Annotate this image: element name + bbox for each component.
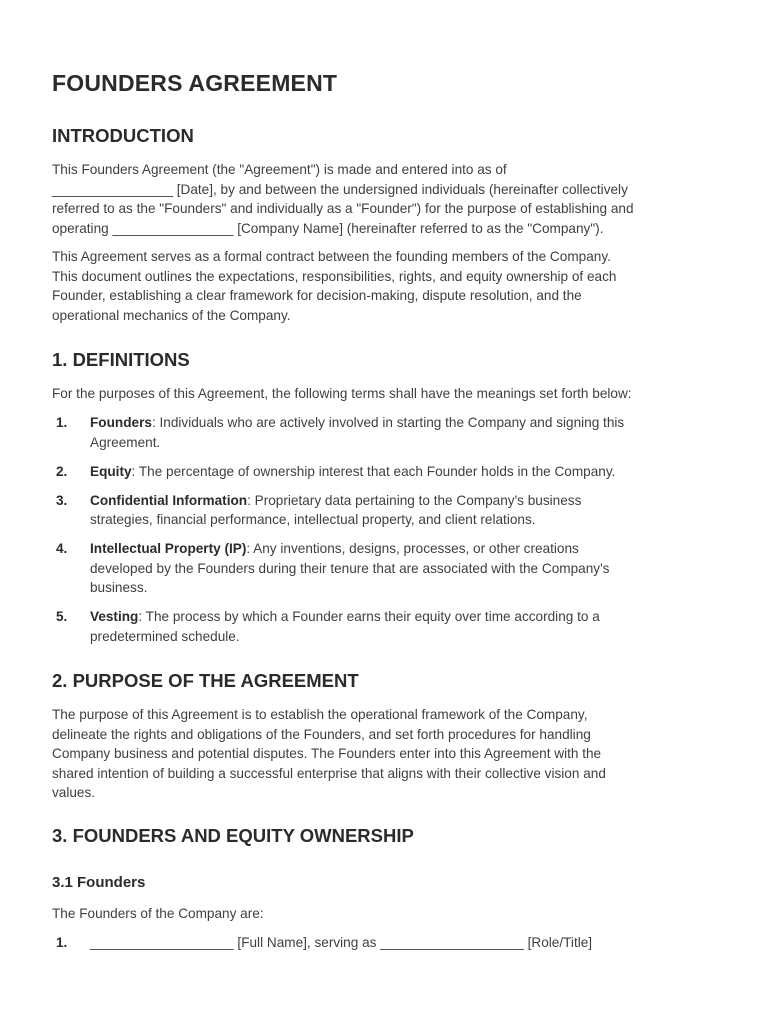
definition-text: Agreement.	[90, 434, 161, 450]
text-line: Founder, establishing a clear framework for decision-making, dispute resolution, and the	[52, 288, 582, 304]
definition-term: Vesting	[90, 609, 139, 625]
founder-entry-text: ___________________ [Full Name], serving as ___________________ [Role/Title]	[90, 935, 593, 950]
definition-text: business.	[90, 580, 148, 596]
list-number: 5.	[56, 609, 68, 625]
text-line: delineate the rights and obligations of the Founders, and set forth procedures for handling	[52, 726, 591, 742]
definitions-heading: 1. DEFINITIONS	[52, 349, 190, 370]
list-number: 3.	[56, 492, 68, 508]
equity-heading: 3. FOUNDERS AND EQUITY OWNERSHIP	[52, 825, 414, 846]
list-item	[52, 607, 724, 646]
definition-term: Equity	[90, 463, 132, 479]
definition-text: : Individuals who are actively involved in starting the Company and signing this	[151, 415, 625, 430]
definitions-intro: For the purposes of this Agreement, the following terms shall have the meanings set forth below:	[52, 386, 632, 401]
list-item	[52, 933, 724, 953]
document-title: FOUNDERS AGREEMENT	[52, 70, 338, 96]
text-line: The purpose of this Agreement is to establish the operational framework of the Company,	[52, 707, 588, 722]
list-item	[52, 413, 724, 452]
founders-intro: The Founders of the Company are:	[52, 906, 264, 921]
text-line: operational mechanics of the Company.	[52, 307, 291, 323]
definition-term: Intellectual Property (IP)	[90, 541, 247, 557]
definition-text: predetermined schedule.	[90, 628, 240, 644]
introduction-paragraph-1	[52, 160, 724, 238]
definition-term: Founders	[90, 415, 152, 430]
founders-list	[52, 933, 724, 953]
text-line: values.	[52, 785, 96, 801]
definition-text: : Any inventions, designs, processes, or other creations	[246, 541, 579, 557]
list-number: 2.	[56, 463, 68, 479]
list-item	[52, 491, 724, 530]
definition-text: developed by the Founders during their tenure that are associated with the Company's	[90, 560, 610, 576]
text-line: This Agreement serves as a formal contract between the founding members of the Company.	[52, 249, 611, 264]
list-number: 1.	[56, 935, 68, 950]
definition-text: strategies, financial performance, intellectual property, and client relations.	[90, 512, 536, 528]
text-line: operating ________________ [Company Name] (hereinafter referred to as the "Company").	[52, 220, 604, 236]
text-line: ________________ [Date], by and between the undersigned individuals (hereinafter collectively	[52, 181, 628, 197]
definition-text: : The process by which a Founder earns their equity over time according to a	[138, 609, 600, 625]
list-number: 1.	[56, 415, 68, 430]
introduction-paragraph-2	[52, 247, 724, 325]
text-line: referred to as the "Founders" and individually as a "Founder") for the purpose of establishing and	[52, 201, 634, 217]
list-item	[52, 462, 724, 482]
definition-text: : Proprietary data pertaining to the Company's business	[247, 492, 582, 508]
text-line: shared intention of building a successful enterprise that aligns with their collective vision and	[52, 765, 606, 781]
introduction-heading: INTRODUCTION	[52, 125, 194, 146]
definitions-list	[52, 413, 724, 647]
text-line: This document outlines the expectations, responsibilities, rights, and equity ownership of each	[52, 268, 617, 284]
purpose-heading: 2. PURPOSE OF THE AGREEMENT	[52, 670, 359, 691]
definition-text: : The percentage of ownership interest that each Founder holds in the Company.	[131, 463, 616, 479]
text-line: Company business and potential disputes. The Founders enter into this Agreement with the	[52, 746, 602, 762]
purpose-paragraph	[52, 705, 724, 803]
list-item	[52, 539, 724, 598]
list-number: 4.	[56, 541, 68, 557]
founders-subheading: 3.1 Founders	[52, 874, 146, 891]
text-line: This Founders Agreement (the "Agreement") is made and entered into as of	[52, 162, 507, 177]
definition-term: Confidential Information	[90, 492, 248, 508]
